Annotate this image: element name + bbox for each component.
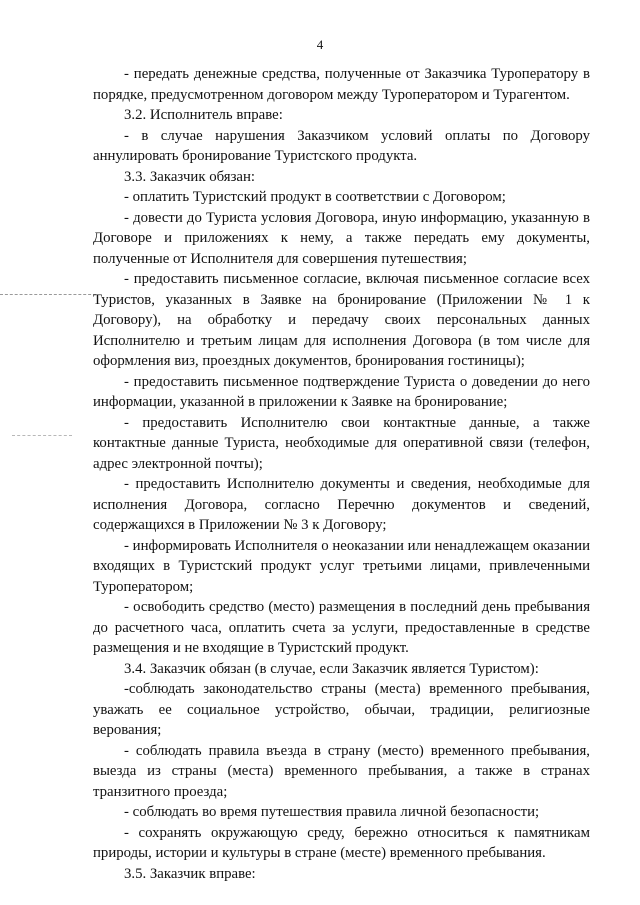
section-heading-3-5: 3.5. Заказчик вправе:	[124, 865, 256, 882]
paragraph: - довести до Туриста условия Договора, иную информацию, указанную в Договоре и приложениях к нему, а также передать ему документы, полученные от Исполнителя для совершения путешествия;	[93, 209, 590, 267]
paragraph: - передать денежные средства, полученные от Заказчика Туроператору в порядке, предусмотренном договором между Туроператором и Турагентом.	[93, 66, 590, 103]
paragraph: - предоставить Исполнителю документы и сведения, необходимые для исполнения Договора, согласно Перечню документов и сведений, содержащихся в Приложении № 3 к Договору;	[93, 476, 590, 533]
section-heading-3-2: 3.2. Исполнитель вправе:	[124, 107, 283, 123]
document-body	[93, 64, 590, 884]
paragraph: - информировать Исполнителя о неоказании или ненадлежащем оказании входящих в Туристский продукт услуг третьими лицами, привлеченными Туроператором;	[93, 537, 590, 595]
page-number: 4	[316, 37, 324, 52]
scan-artifact-line	[12, 435, 72, 436]
section-heading-3-3: 3.3. Заказчик обязан:	[124, 168, 256, 185]
paragraph: - предоставить Исполнителю свои контактные данные, а также контактные данные Туриста, необходимые для оперативной связи (телефон, адрес электронной почты);	[93, 414, 590, 472]
paragraph: - освободить средство (место) размещения в последний день пребывания до расчетного часа, оплатить счета за услуги, предоставленные в средстве размещения и не входящие в Туристский продукт.	[93, 599, 590, 656]
paragraph: - соблюдать правила въезда в страну (место) временного пребывания, выезда из страны (места) временного пребывания, а также в странах транзитного проезда;	[93, 742, 590, 800]
paragraph: - предоставить письменное подтверждение Туриста о доведении до него информации, указанной в приложении к Заявке на бронирование;	[93, 373, 590, 410]
section-heading-3-4: 3.4. Заказчик обязан (в случае, если Заказчик является Туристом):	[124, 660, 539, 677]
paragraph: - предоставить письменное согласие, включая письменное согласие всех Туристов, указанных в Заявке на бронирование (Приложении № 1 к Договору), на обработку и передачу своих персональных данных Исполнителю и третьим лицам для исполнения Договора (в том числе для оформления виз, проездных документов, бронирования гостиницы);	[93, 271, 590, 369]
paragraph: -соблюдать законодательство страны (места) временного пребывания, уважать ее социальное устройство, обычаи, традиции, религиозные верования;	[93, 681, 590, 738]
scan-artifact-line	[0, 294, 96, 295]
paragraph: - в случае нарушения Заказчиком условий оплаты по Договору аннулировать бронирование Туристского продукта.	[93, 127, 590, 164]
paragraph: - сохранять окружающую среду, бережно относиться к памятникам природы, истории и культуры в стране (месте) временного пребывания.	[93, 824, 590, 861]
paragraph: - оплатить Туристский продукт в соответствии с Договором;	[124, 189, 506, 205]
paragraph: - соблюдать во время путешествия правила личной безопасности;	[124, 804, 540, 820]
